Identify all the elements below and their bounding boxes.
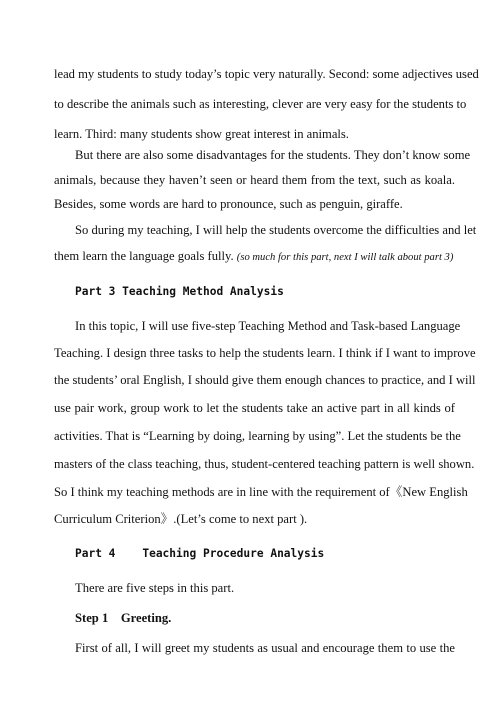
paragraph-line: In this topic, I will use five-step Teaching Method and Task-based Language — [75, 319, 461, 333]
paragraph-line: animals, because they haven’t seen or heard them from the text, such as koala. — [54, 173, 455, 187]
paragraph-line: lead my students to study today’s topic very naturally. Second: some adjectives used — [54, 67, 479, 81]
paragraph-line: First of all, I will greet my students as usual and encourage them to use the — [75, 641, 455, 655]
paragraph-line: use pair work, group work to let the students take an active part in all kinds of — [54, 401, 455, 415]
section-heading-part-4: Part 4 Teaching Procedure Analysis — [75, 547, 325, 560]
paragraph-line: But there are also some disadvantages for the students. They don’t know some — [75, 148, 471, 162]
paragraph-line: masters of the class teaching, thus, student-centered teaching pattern is well shown. — [54, 457, 475, 471]
paragraph-text: them learn the language goals fully. — [54, 249, 234, 263]
paragraph-line: to describe the animals such as interesting, clever are very easy for the students to — [54, 97, 467, 111]
paragraph-line: activities. That is “Learning by doing, learning by using”. Let the students be the — [54, 429, 461, 443]
paragraph-line: Teaching. I design three tasks to help the students learn. I think if I want to improve — [54, 346, 476, 360]
paragraph-line: learn. Third: many students show great interest in animals. — [54, 127, 349, 141]
section-heading-part-3: Part 3 Teaching Method Analysis — [75, 285, 284, 298]
step-heading: Step 1 Greeting. — [75, 611, 172, 625]
paragraph-line: Besides, some words are hard to pronounce, such as penguin, giraffe. — [54, 197, 403, 211]
paragraph-line — [54, 248, 455, 266]
transition-note: (so much for this part, next I will talk about part 3) — [236, 252, 454, 263]
paragraph-line: So during my teaching, I will help the students overcome the difficulties and let — [75, 223, 477, 237]
paragraph-line: So I think my teaching methods are in line with the requirement of《New English — [54, 485, 468, 499]
paragraph-line: There are five steps in this part. — [75, 581, 235, 595]
paragraph-line: the students’ oral English, I should give them enough chances to practice, and I will — [54, 373, 476, 387]
paragraph-line: Curriculum Criterion》.(Let’s come to next part ). — [54, 512, 308, 526]
